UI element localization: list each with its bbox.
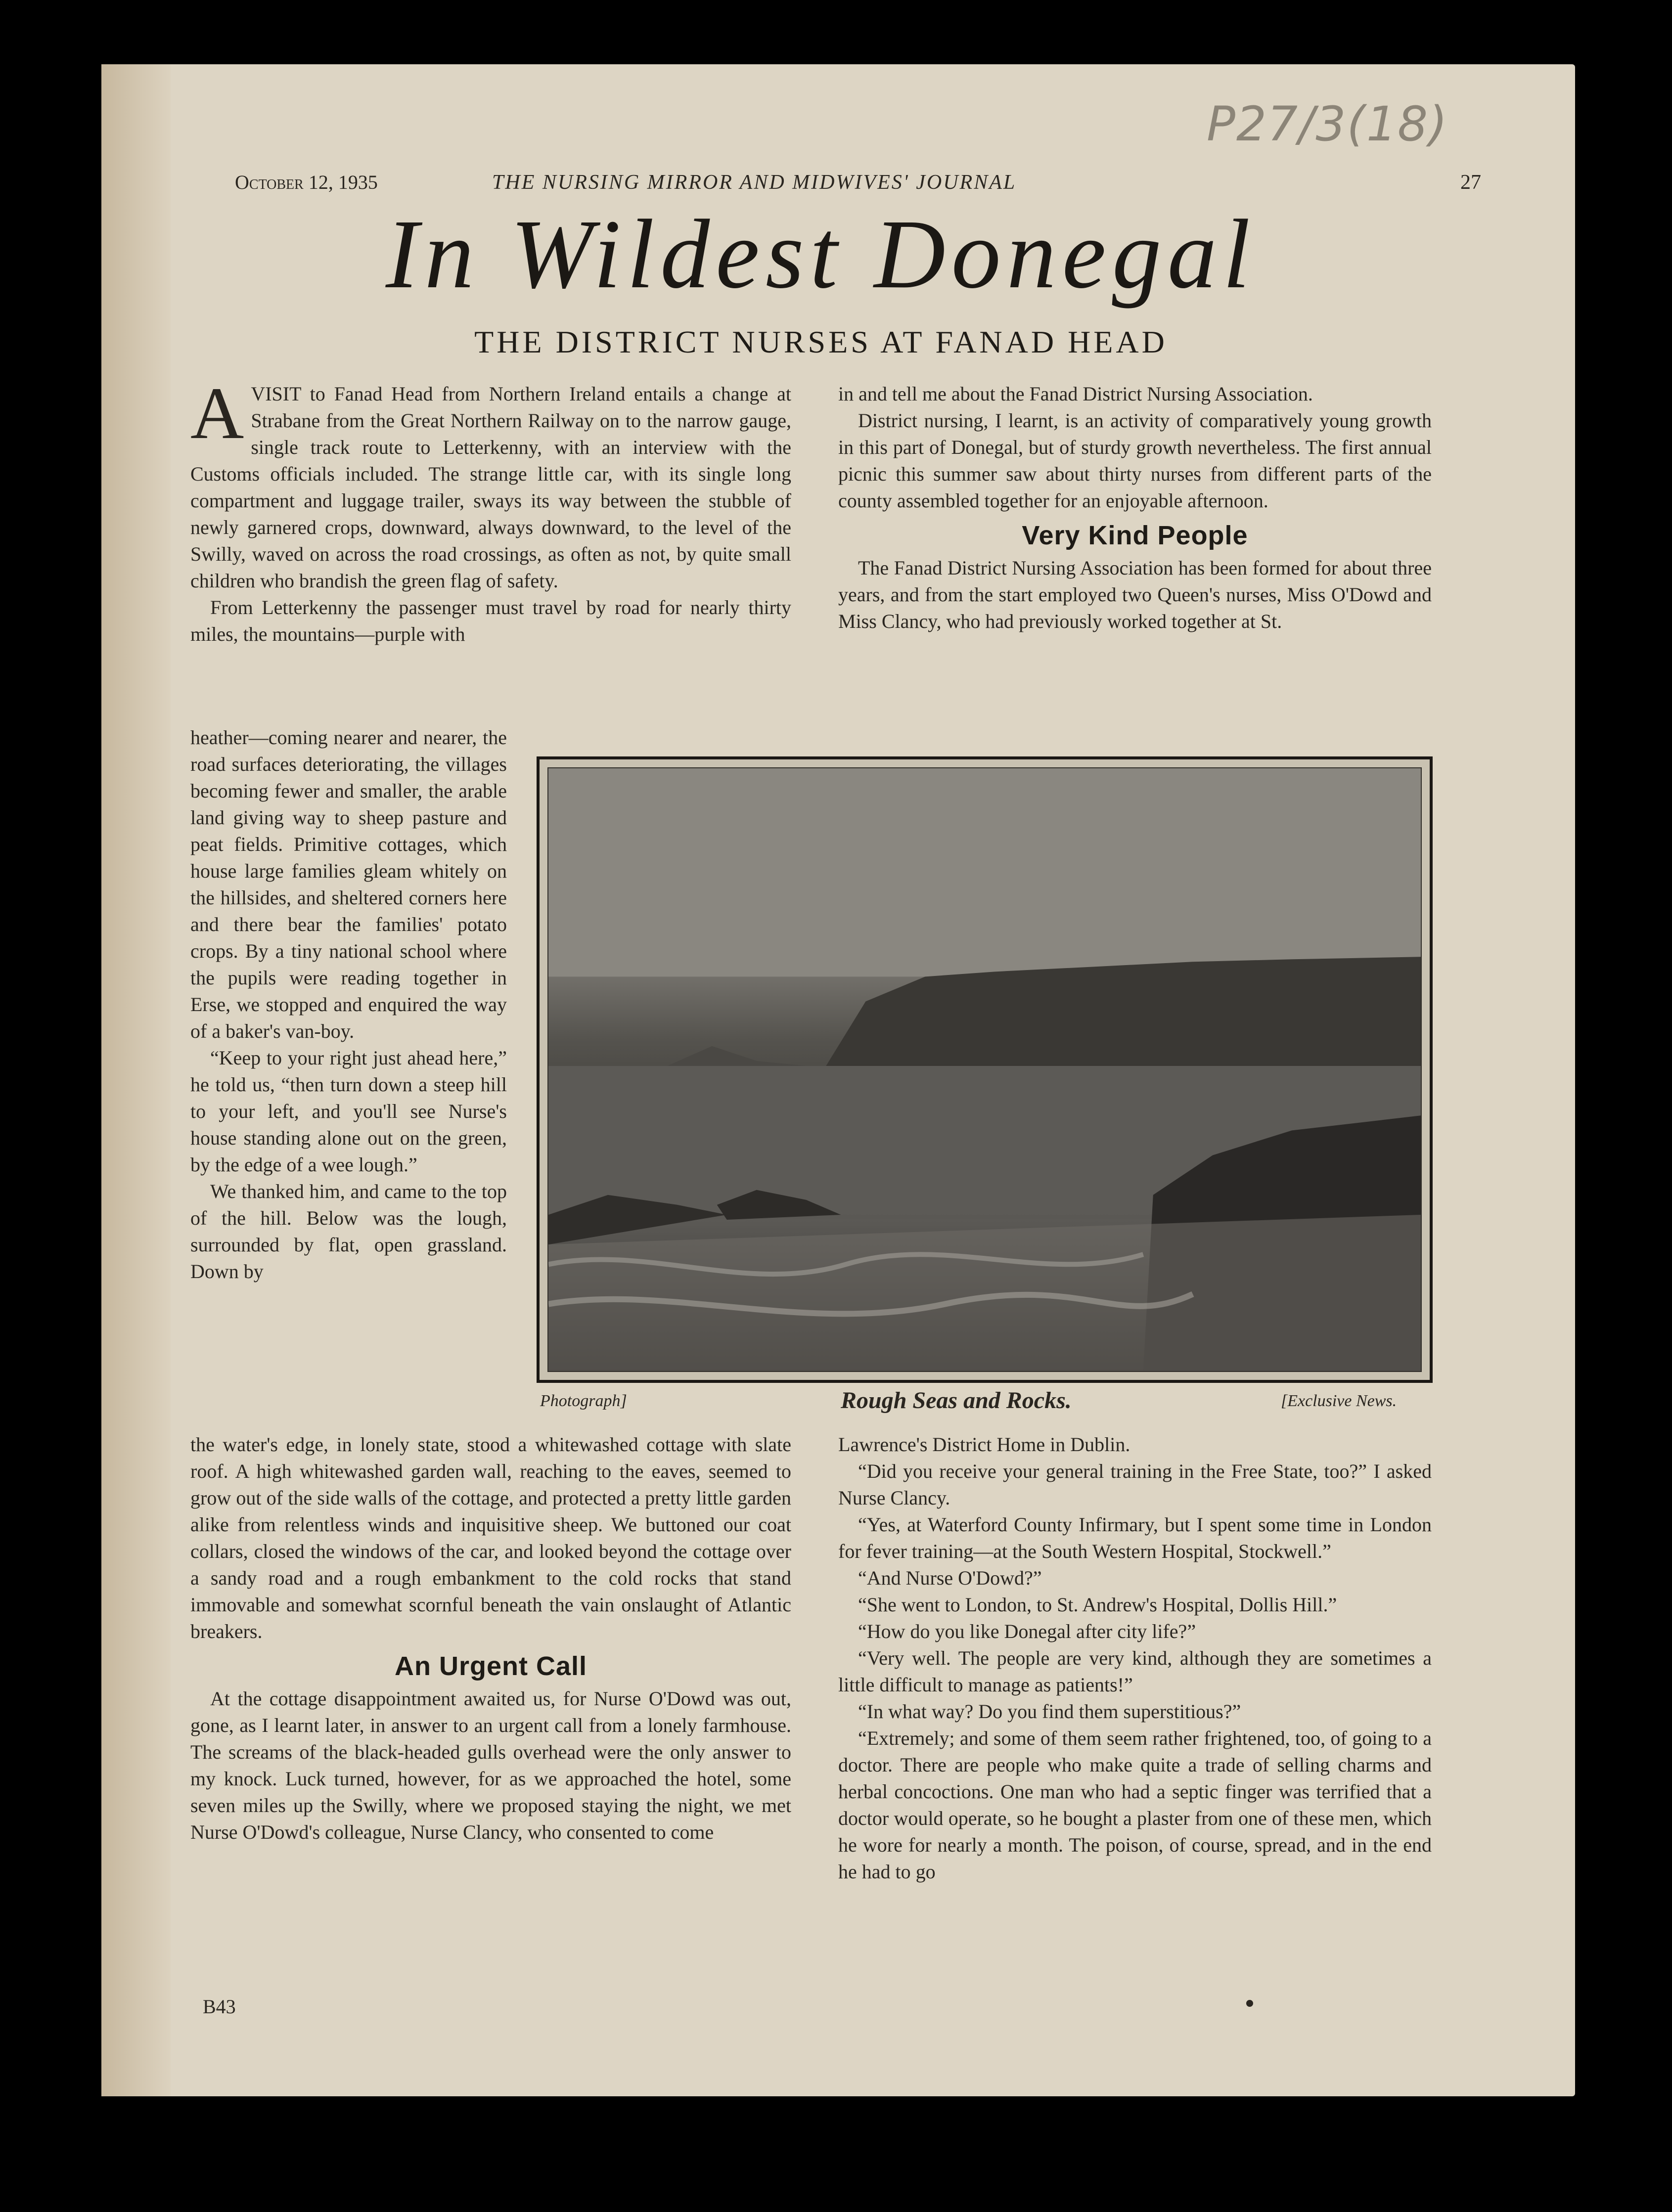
photo-caption: Rough Seas and Rocks. (841, 1387, 1072, 1414)
archive-mark: P27/3(18) (1207, 96, 1448, 152)
article-title: In Wildest Donegal (385, 200, 1257, 309)
paragraph: We thanked him, and came to the top of the hill. Below was the lough, surrounded by flat, open grassland. Down by (190, 1180, 507, 1283)
paragraph: in and tell me about the Fanad District Nursing Association. (838, 383, 1313, 405)
paragraph: “How do you like Donegal after city life?” (858, 1620, 1196, 1642)
section-heading-urgent-call: An Urgent Call (394, 1651, 587, 1681)
paragraph: “Very well. The people are very kind, although they are sometimes a little difficult to manage as patients!” (838, 1647, 1432, 1696)
signature-code: B43 (203, 1995, 236, 2018)
column-left-bottom (190, 1431, 791, 1846)
paragraph: heather—coming nearer and nearer, the road surfaces deteriorating, the villages becoming fewer and smaller, the arable land giving way to sheep pasture and peat fields. Primitive cottages, which house large families gleam whitely on the hillsides, and sheltered corners here and there bear the families' potato crops. By a tiny national school where the pupils were reading together in Erse, we stopped and enquired the way of a baker's van-boy. (190, 726, 507, 1042)
paragraph: “Yes, at Waterford County Infirmary, but I spent some time in London for fever training—at the South Western Hospital, Stockwell.” (838, 1513, 1432, 1562)
paragraph: “She went to London, to St. Andrew's Hospital, Dollis Hill.” (858, 1593, 1337, 1616)
torn-edge (101, 64, 171, 2096)
article-subtitle: THE DISTRICT NURSES AT FANAD HEAD (474, 324, 1168, 359)
paragraph: “In what way? Do you find them superstitious?” (858, 1700, 1241, 1723)
photo-credit-left: Photograph] (540, 1392, 627, 1410)
journal-name: THE NURSING MIRROR AND MIDWIVES' JOURNAL (492, 171, 1017, 194)
paragraph: Lawrence's District Home in Dublin. (838, 1433, 1130, 1456)
paragraph: “Did you receive your general training in the Free State, too?” I asked Nurse Clancy. (838, 1460, 1432, 1509)
drop-cap: A (190, 372, 244, 454)
paragraph: District nursing, I learnt, is an activity of comparatively young growth in this part of Donegal, but of sturdy growth nevertheless. The first annual picnic this summer saw about thirty nurses from different parts of the county assembled together for an enjoyable afternoon. (838, 409, 1432, 512)
column-right-top (838, 381, 1432, 635)
paragraph: “And Nurse O'Dowd?” (858, 1567, 1042, 1589)
paragraph: From Letterkenny the passenger must travel by road for nearly thirty miles, the mountains—purple with (190, 596, 791, 645)
paragraph: At the cottage disappointment awaited us, for Nurse O'Dowd was out, gone, as I learnt later, in answer to an urgent call from a lonely farmhouse. The screams of the black-headed gulls overhead were the only answer to my knock. Luck turned, however, for as we approached the hotel, some seven miles up the Swilly, where we proposed staying the night, we met Nurse O'Dowd's colleague, Nurse Clancy, who consented to come (190, 1687, 791, 1843)
photograph (537, 756, 1433, 1383)
section-heading-very-kind-people: Very Kind People (1022, 521, 1248, 550)
printer-dot (1246, 2000, 1253, 2007)
running-header (235, 171, 1481, 200)
issue-date: October 12, 1935 (235, 171, 378, 193)
photo-seascape (547, 767, 1422, 1372)
paragraph: “Extremely; and some of them seem rather frightened, too, of going to a doctor. There are people who make quite a trade of selling charms and herbal concoctions. One man who had a septic finger was terrified that a doctor would operate, so he bought a plaster from one of these men, which he wore for nearly a month. The poison, of course, spread, and in the end he had to go (838, 1727, 1432, 1883)
column-right-bottom (838, 1431, 1432, 1885)
paragraph: AVISIT to Fanad Head from Northern Ireland entails a change at Strabane from the Great Northern Railway on to the narrow gauge, single track route to Letterkenny, with an interview with the Customs officials included. The strange little car, with its single long compartment and luggage trailer, sways its way between the stubble of newly garnered crops, downward, always downward, to the level of the Swilly, waved on across the road crossings, as often as not, by quite small children who brandish the green flag of safety. (190, 372, 791, 592)
page-number: 27 (1460, 171, 1481, 194)
seascape-drawing (548, 768, 1421, 1371)
column-left-top (190, 372, 791, 648)
photo-credit-right: [Exclusive News. (1281, 1392, 1397, 1410)
paragraph: the water's edge, in lonely state, stood a whitewashed cottage with slate roof. A high whitewashed garden wall, reaching to the eaves, seemed to grow out of the side walls of the cottage, and protected a pretty little garden alike from relentless winds and inquisitive sheep. We buttoned our coat collars, closed the windows of the car, and looked beyond the cottage over a sandy road and a rough embankment to the cold rocks that stand immovable and somewhat scornful beneath the vain onslaught of Atlantic breakers. (190, 1433, 791, 1642)
paragraph: “Keep to your right just ahead here,” he told us, “then turn down a steep hill to your left, and you'll see Nurse's house standing alone out on the green, by the edge of a wee lough.” (190, 1047, 507, 1176)
paragraph: The Fanad District Nursing Association has been formed for about three years, and from the start employed two Queen's nurses, Miss O'Dowd and Miss Clancy, who had previously worked together at St. (838, 557, 1432, 632)
column-left-narrow (190, 724, 507, 1285)
